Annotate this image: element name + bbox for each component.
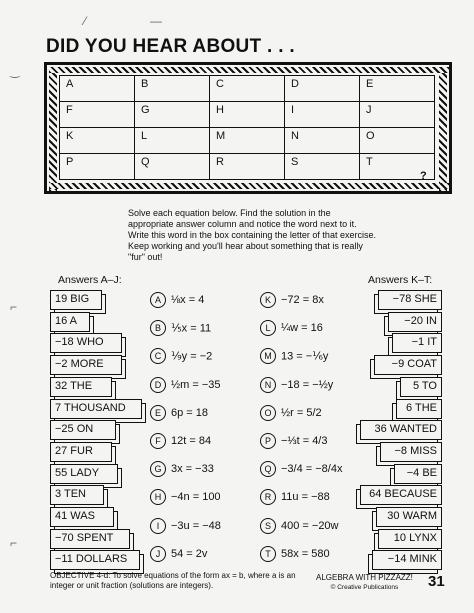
equation-i: [150, 518, 221, 534]
equation-text: −⅓t = 4/3: [281, 435, 328, 447]
publisher-title: ALGEBRA WITH PIZZAZZ!: [316, 573, 413, 582]
equation-text: 54 = 2v: [171, 547, 208, 560]
letter-circle: S: [260, 518, 276, 534]
letter-circle: B: [150, 320, 166, 336]
letter-circle: G: [150, 461, 166, 477]
answer-box: 55 LADY: [50, 464, 118, 484]
equation-text: −18 = −½y: [281, 378, 334, 391]
answer-box: −9 COAT: [374, 355, 442, 375]
equation-t: [260, 546, 330, 562]
answer-box: 16 A: [50, 312, 90, 332]
answer-box: 41 WAS: [50, 507, 114, 527]
answer-box: 6 THE: [396, 399, 442, 419]
letter-circle: A: [150, 292, 166, 308]
answer-box: −8 MISS: [380, 442, 442, 462]
letter-circle: C: [150, 348, 166, 364]
grid-cell[interactable]: L: [135, 128, 210, 154]
letter-circle: L: [260, 320, 276, 336]
equation-d: [150, 377, 221, 393]
answer-box: 19 BIG: [50, 290, 102, 310]
letter-circle: N: [260, 377, 276, 393]
letter-circle: J: [150, 546, 166, 562]
frame-decoration: [49, 67, 57, 191]
answer-box: 32 THE: [50, 377, 112, 397]
equation-text: ⅕x = 11: [171, 322, 212, 335]
grid-cell[interactable]: K: [60, 128, 135, 154]
grid-cell[interactable]: N: [285, 128, 360, 154]
answer-box: 7 THOUSAND: [50, 399, 142, 419]
grid-row: [60, 128, 435, 154]
instructions: Solve each equation below. Find the solution in the appropriate answer column and notice the word next to it. Write this word in the box containing the letter of that exercise. Keep working and you'll hear about something that is really "fur" out!: [128, 208, 376, 262]
grid-cell[interactable]: O: [360, 128, 435, 154]
grid-cell[interactable]: M: [210, 128, 285, 154]
equation-text: ¼w = 16: [281, 322, 323, 335]
equation-r: [260, 489, 330, 505]
equation-m: [260, 348, 328, 364]
equation-text: −3/4 = −8/4x: [281, 463, 343, 476]
letter-circle: I: [150, 518, 166, 534]
margin-mark: ⌐: [10, 300, 18, 314]
answers-right-header: Answers K–T:: [368, 274, 433, 286]
equation-text: 3x = −33: [171, 463, 214, 476]
equation-text: 400 = −20w: [281, 519, 339, 532]
answer-box: −2 MORE: [50, 355, 122, 375]
margin-mark: ⌐: [10, 536, 18, 550]
grid-cell[interactable]: B: [135, 76, 210, 102]
equation-p: [260, 433, 327, 449]
grid-cell[interactable]: J: [360, 102, 435, 128]
grid-cell[interactable]: C: [210, 76, 285, 102]
equation-text: 12t = 84: [171, 435, 212, 447]
equation-f: [150, 433, 211, 449]
publisher-copyright: © Creative Publications: [330, 584, 399, 591]
answer-box: 27 FUR: [50, 442, 112, 462]
equation-g: [150, 461, 214, 477]
equation-e: [150, 405, 208, 421]
grid-cell[interactable]: Q: [135, 154, 210, 180]
page-number: 31: [428, 573, 445, 590]
objective: OBJECTIVE 4-d: To solve equations of the form ax = b, where a is an integer or unit fraction (solutions are integers).: [50, 571, 296, 590]
equation-l: [260, 320, 323, 336]
letter-grid: [59, 75, 435, 180]
answer-box: −18 WHO: [50, 333, 122, 353]
letter-circle: P: [260, 433, 276, 449]
answer-box: 3 TEN: [50, 485, 104, 505]
letter-circle: F: [150, 433, 166, 449]
answers-left-header: Answers A–J:: [58, 274, 122, 286]
question-mark: ?: [420, 170, 427, 182]
answer-box: −4 BE: [394, 464, 442, 484]
letter-circle: H: [150, 489, 166, 505]
equation-text: −72 = 8x: [281, 294, 324, 306]
grid-cell[interactable]: G: [135, 102, 210, 128]
grid-cell[interactable]: T: [360, 154, 435, 180]
equation-text: 58x = 580: [281, 547, 330, 560]
equation-h: [150, 489, 221, 505]
letter-circle: T: [260, 546, 276, 562]
answer-box: −78 SHE: [378, 290, 442, 310]
grid-cell[interactable]: A: [60, 76, 135, 102]
grid-cell[interactable]: S: [285, 154, 360, 180]
equation-text: 13 = −⅙y: [281, 350, 329, 363]
grid-cell[interactable]: D: [285, 76, 360, 102]
equation-c: [150, 348, 212, 364]
grid-cell[interactable]: H: [210, 102, 285, 128]
grid-cell[interactable]: E: [360, 76, 435, 102]
equation-text: −3u = −48: [171, 519, 221, 532]
frame-decoration: [439, 67, 447, 191]
frame-decoration: [49, 67, 449, 73]
equation-text: 11u = −88: [281, 491, 330, 504]
letter-circle: R: [260, 489, 276, 505]
equation-j: [150, 546, 207, 562]
letter-circle: O: [260, 405, 276, 421]
equation-b: [150, 320, 211, 336]
letter-circle: E: [150, 405, 166, 421]
grid-cell[interactable]: R: [210, 154, 285, 180]
answer-box: −25 ON: [50, 420, 116, 440]
equation-k: [260, 292, 324, 308]
answer-box: −20 IN: [388, 312, 442, 332]
publisher: [316, 573, 413, 593]
equation-text: ½m = −35: [171, 378, 221, 391]
margin-mark: ‿: [10, 64, 20, 78]
grid-row: [60, 154, 435, 180]
grid-row: [60, 102, 435, 128]
answer-box: −14 MINK: [372, 550, 442, 570]
grid-cell[interactable]: I: [285, 102, 360, 128]
answer-box: 64 BECAUSE: [360, 485, 442, 505]
equation-s: [260, 518, 339, 534]
grid-cell[interactable]: F: [60, 102, 135, 128]
page-title: DID YOU HEAR ABOUT . . .: [46, 36, 295, 57]
answer-box: 5 TO: [400, 377, 442, 397]
answer-box: −11 DOLLARS: [50, 550, 140, 570]
grid-row: [60, 76, 435, 102]
answer-box: −1 IT: [392, 333, 442, 353]
answer-box: 10 LYNX: [378, 529, 442, 549]
equation-text: ⅛x = 4: [171, 294, 205, 306]
equation-text: 6p = 18: [171, 406, 209, 419]
letter-circle: Q: [260, 461, 276, 477]
equation-q: [260, 461, 342, 477]
pencil-mark: —: [150, 14, 162, 28]
answer-box: 36 WANTED: [360, 420, 442, 440]
pencil-mark: ⁄: [84, 14, 87, 28]
equation-text: ½r = 5/2: [281, 406, 322, 419]
equation-a: [150, 292, 204, 308]
letter-circle: K: [260, 292, 276, 308]
frame-decoration: [49, 183, 449, 189]
grid-cell[interactable]: P: [60, 154, 135, 180]
answer-box: 30 WARM: [376, 507, 442, 527]
letter-circle: D: [150, 377, 166, 393]
equation-text: ⅑y = −2: [171, 350, 213, 363]
equation-text: −4n = 100: [171, 491, 221, 504]
answer-box: −70 SPENT: [50, 529, 130, 549]
equation-n: [260, 377, 333, 393]
letter-circle: M: [260, 348, 276, 364]
equation-o: [260, 405, 322, 421]
